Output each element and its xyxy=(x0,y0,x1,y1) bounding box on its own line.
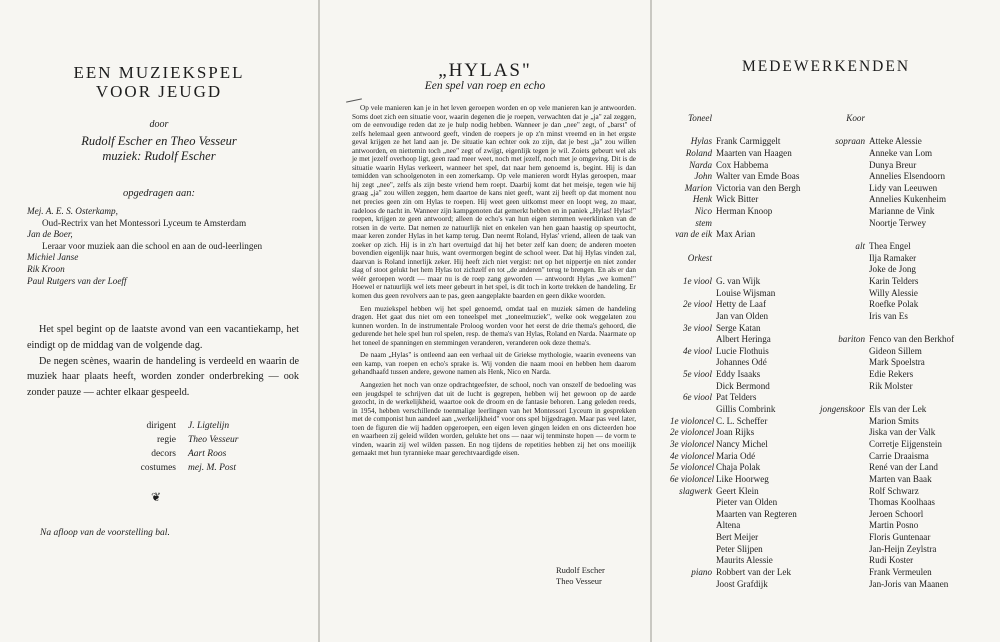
cast-name: Noortje Terwey xyxy=(869,217,927,228)
credit-role: decors xyxy=(151,449,176,459)
cast-row xyxy=(814,509,954,521)
cast-role xyxy=(814,276,869,288)
cast-row xyxy=(670,532,800,544)
cast-row xyxy=(814,125,954,137)
cast-row xyxy=(814,241,954,253)
cast-row xyxy=(670,346,800,358)
dedicatee-name: Jan de Boer, xyxy=(27,229,73,240)
cast-role: 3e violoncel xyxy=(670,438,715,449)
cast-role xyxy=(670,334,716,346)
cast-role xyxy=(814,381,869,393)
cast-row xyxy=(814,311,954,323)
cast-name: Pieter van Olden xyxy=(716,497,778,508)
cast-role: 5e violoncel xyxy=(670,462,715,473)
cast-role xyxy=(814,416,869,428)
cast-name: Ilja Ramaker xyxy=(869,252,917,263)
cast-role xyxy=(814,346,869,358)
cast-name: Max Arian xyxy=(716,229,756,240)
cast-role: 1e viool xyxy=(682,275,712,286)
cast-row xyxy=(670,334,800,346)
cast-role xyxy=(814,218,869,230)
cast-row xyxy=(670,416,800,428)
credit-name: Theo Vesseur xyxy=(188,435,239,445)
cast-row xyxy=(814,451,954,463)
cast-name: C. L. Scheffer xyxy=(716,415,768,426)
cast-name: Jeroen Schoorl xyxy=(869,508,924,519)
music-credit: muziek: Rudolf Escher xyxy=(102,149,216,163)
cast-row xyxy=(814,567,954,579)
cast-row xyxy=(814,381,954,393)
cast-row xyxy=(670,171,800,183)
cast-row xyxy=(670,427,800,439)
cast-name: Marion Smits xyxy=(869,415,919,426)
cast-row xyxy=(670,555,800,567)
cast-name: Frank Carmiggelt xyxy=(716,136,781,147)
cast-name: Roefke Polak xyxy=(869,299,919,310)
cast-role xyxy=(814,474,869,486)
cast-role xyxy=(814,451,869,463)
cast-row xyxy=(670,323,800,335)
cast-name: Hetty de Laaf xyxy=(716,299,766,310)
cast-role: 4e viool xyxy=(682,345,712,356)
program-page-right xyxy=(652,0,1000,642)
cast-row xyxy=(814,323,954,335)
cast-row xyxy=(670,299,800,311)
cast-row xyxy=(670,462,800,474)
cast-row xyxy=(670,253,800,265)
cast-name: Marianne de Vink xyxy=(869,206,935,217)
cast-row xyxy=(814,229,954,241)
cast-role: jongenskoor xyxy=(820,404,865,415)
cast-row xyxy=(814,439,954,451)
cast-name: Willy Alessie xyxy=(869,287,918,298)
cast-name: Wick Bitter xyxy=(716,194,759,205)
credit-row xyxy=(106,447,238,461)
credit-role: dirigent xyxy=(146,421,176,431)
cast-role xyxy=(670,311,716,323)
cast-row xyxy=(670,544,800,556)
authors-block xyxy=(0,134,318,164)
cast-row xyxy=(670,311,800,323)
cast-name: Albert Heringa xyxy=(716,334,771,345)
dedicatee-description: Oud-Rectrix van het Montessori Lyceum te Amsterdam xyxy=(42,217,247,228)
credits-list xyxy=(106,419,238,475)
cast-role xyxy=(814,229,869,241)
cast-name: Fenco van den Berkhof xyxy=(869,334,955,345)
cast-row xyxy=(670,509,800,521)
cast-name: Carrie Draaisma xyxy=(869,450,929,461)
authors: Rudolf Escher en Theo Vesseur xyxy=(81,134,237,148)
cast-name: Iris van Es xyxy=(869,310,908,321)
cast-row xyxy=(814,148,954,160)
intro-paragraph: De negen scènes, waarin de handeling is verdeeld en waarin de muziek haar plaats heeft, worden zonder onderbreking — ook zonder pauze — achter elkaar gespeeld. xyxy=(27,355,299,399)
cast-name: Frank Vermeulen xyxy=(869,566,932,577)
cast-name: Nancy Michel xyxy=(716,438,768,449)
cast-role: alt xyxy=(855,241,865,252)
cast-row xyxy=(814,171,954,183)
cast-role xyxy=(814,311,869,323)
dedicatee-name: Paul Rutgers van der Loeff xyxy=(27,275,127,286)
dedication-heading: opgedragen aan: xyxy=(122,188,196,199)
cast-row xyxy=(670,160,800,172)
cast-role: John xyxy=(694,171,712,182)
cast-name: G. van Wijk xyxy=(716,275,761,286)
dedicatee-name: Michiel Janse xyxy=(27,252,79,263)
dedicatee-description: Leraar voor muziek aan die school en aan de oud-leerlingen xyxy=(42,240,263,251)
cast-name: Robbert van der Lek xyxy=(716,566,791,577)
cast-name: Marten van Baak xyxy=(869,473,932,484)
cast-row xyxy=(670,276,800,288)
dedicatee-name: Rik Kroon xyxy=(27,263,65,274)
article-paragraph: De naam „Hylas" is ontleend aan een verhaal uit de Griekse mythologie, waarin eveneens van een kamp, van roepen en echo's sprake is. Wij vonden die naam mooi en hebben hem daarom gehandhaafd tussen andere, gewone namen als Henk, Nico en Narda. xyxy=(352,351,636,377)
cast-row xyxy=(814,579,954,591)
cast-role xyxy=(814,148,869,160)
cast-role xyxy=(814,206,869,218)
article-body xyxy=(352,104,636,462)
cast-row xyxy=(814,357,954,369)
cast-role: Toneel xyxy=(688,113,712,123)
cast-row xyxy=(670,136,800,148)
signature xyxy=(556,565,605,587)
cast-role: 4e violoncel xyxy=(670,450,715,461)
cast-name: Annelies Kukenheim xyxy=(869,194,947,205)
cast-role xyxy=(814,462,869,474)
cast-role xyxy=(670,555,716,567)
cast-role: slagwerk xyxy=(679,485,712,496)
cast-role: bariton xyxy=(838,334,865,345)
credit-row xyxy=(106,461,238,475)
credit-row xyxy=(106,433,238,447)
cast-row xyxy=(670,183,800,195)
cast-row xyxy=(670,148,800,160)
cast-role xyxy=(670,520,716,532)
cast-row xyxy=(670,579,800,591)
cast-role xyxy=(814,264,869,276)
cast-role: 2e viool xyxy=(682,299,712,310)
cast-row xyxy=(670,486,800,498)
cast-row xyxy=(814,136,954,148)
cast-row xyxy=(814,194,954,206)
cast-role: Marion xyxy=(684,182,712,193)
cast-name: Dunya Breur xyxy=(869,159,917,170)
cast-role: Orkest xyxy=(687,252,712,263)
cast-row xyxy=(814,486,954,498)
cast-row xyxy=(670,229,800,241)
cast-role xyxy=(670,532,716,544)
article-paragraph: Aangezien het noch van onze opdrachtgeefster, de school, noch van onszelf de bedoeling was een jeugdspel te schrijven dat uit de lucht is gegrepen, hebben wij het gewoon op de aarde gezocht, in de werkelijkheid, waartoe ook de droom en de fantasie behoren. Lang geleden reeds, in 1954, hebben verschillende toenmalige leerlingen van het Montessori Lyceum in gesprekken met de componist hun aandeel aan „werkelijkheid" voor ons spel bijgedragen. Maar pas veel later, toen de figuren die wij hadden opgeroepen, een eigen leven gingen leiden en ons dicteerden hoe en waarheen zij geleid wilden worden, gelukte het ons — naar wij tenminste hopen — de vorm te vinden, waarin zij wel wilden passen. En nog tijdens de repetities hebben zij het ons moeilijk gemaakt met hun tyrannieke maar gerechtvaardigde eisen. xyxy=(352,380,636,458)
cast-role xyxy=(814,567,869,579)
after-note: Na afloop van de voorstelling bal. xyxy=(40,528,170,538)
cast-role: Koor xyxy=(846,113,865,123)
cast-row xyxy=(670,451,800,463)
cast-row xyxy=(670,218,800,230)
cast-role xyxy=(670,509,716,521)
cast-name: Lidy van Leeuwen xyxy=(869,182,938,193)
cast-name: Joost Grafdijk xyxy=(716,578,768,589)
cast-row xyxy=(814,218,954,230)
cast-name: Rolf Schwarz xyxy=(869,485,919,496)
page-title: MEDEWERKENDEN xyxy=(741,58,911,75)
cast-name: Geert Klein xyxy=(716,485,759,496)
cast-row xyxy=(814,416,954,428)
intro-paragraph: Het spel begint op de laatste avond van een vacantiekamp, het eindigt op de middag van de volgende dag. xyxy=(27,324,299,351)
cast-name: Jiska van der Valk xyxy=(869,427,936,438)
credit-name: mej. M. Post xyxy=(188,463,237,473)
cast-row xyxy=(670,567,800,579)
cast-name: Els van der Lek xyxy=(869,404,927,415)
cast-role xyxy=(814,555,869,567)
dedicatee-name: Mej. A. E. S. Osterkamp, xyxy=(27,206,118,216)
cast-name: Peter Slijpen xyxy=(716,543,763,554)
cast-role: 1e violoncel xyxy=(670,415,715,426)
cast-role xyxy=(814,299,869,311)
article-paragraph: Op vele manieren kan je in het leven geroepen worden en op vele manieren kan je antwoorden. Soms doet zich een situatie voor, waarin degenen die je roepen, verwachten dat je „ja" zal zeggen, om de eenvoudige reden dat ze je hulp nodig hebben. Wanneer je dan „nee" zegt, of „barst" of zelfs helemaal geen antwoord geeft, vinden de roepers je op z'n minst vreemd en in het ergste geval krijgen ze het land aan je. De situatie kan echter ook zo zijn, dat je best „ja" zou willen antwoorden, en niettemin toch „nee" zegt of zwijgt, eigenlijk tegen je wil. Zoiets gebeurt wel als je met jezelf overhoop ligt, geen raad meer weet, noch met jezelf, noch met je omgeving. Dit is de situatie waarin Hylas verkeert, wanneer het spel, dat naar hem genoemd is, begint. Hij is dan temidden van schoolgenoten in een zomerkamp. Op vele manieren wordt Hylas geroepen, maar hij zegt „nee", zelfs als zijn beste vriend hem roept. Daarbij komt dat het meisje, tegen wie hij graag „ja" zou willen zeggen, hem daartoe de kans niet geeft, want zij heeft op dat moment nou net precies geen zin om Hylas te roepen. Hij weet geen uitkomst meer en loopt weg, zo maar, radeloos de nacht in. Wanneer zijn kampgenoten dat gemerkt hebben en in paniek „Hylas! Hylas!" roepen, krijgen ze geen antwoord; alleen de echo's van hun eigen stemmen weerklinken van de rotsen in de verte. Dat nemen ze natuurlijk niet en enkelen van hen gaan haastig op speurtocht, maar keren zonder Hylas in het kamp terug. Dan neemt Roland, Hylas' vriend, alleen de taak van zoeker op zich. Hij is in z'n hart overtuigd dat hij het beter zelf kan doen; de anderen moeten bovendien eigenlijk naar huis, want overmorgen begint de school weer. Dat hij Hylas vinden zal, daarvan is Roland innerlijk zeker. Hij heeft zich niet vergist: net op het nippertje en niet zonder slag of stoot gelukt het hem Hylas tot zichzelf en tot „de anderen" terug te brengen. En als er dan wéér geroepen wordt — maar nu is de roep zang geworden — antwoordt Hylas „we komen!" Hoewel er natuurlijk wel iets meer gebeurt in het spel, is dit toch in korte trekken de handeling. Er komen dus geen revolvers aan te pas, geen aangeplakte baarden en geen dikke woorden. xyxy=(352,104,636,301)
cast-name: Thea Engel xyxy=(869,241,911,252)
cast-role xyxy=(814,520,869,532)
cast-role xyxy=(814,323,869,335)
cast-name: Atteke Alessie xyxy=(869,136,922,147)
page-title-line-1: EEN MUZIEKSPEL xyxy=(73,63,245,82)
cast-name: Serge Katan xyxy=(716,322,761,333)
cast-name: Walter van Emde Boas xyxy=(716,171,800,182)
credit-name: J. Ligtelijn xyxy=(188,421,230,431)
page-title: „HYLAS" xyxy=(438,60,532,81)
cast-name: Corretje Eijgenstein xyxy=(869,438,942,449)
cast-role xyxy=(670,264,716,276)
cast-name: René van der Land xyxy=(869,462,938,473)
cast-row xyxy=(670,357,800,369)
cast-name: Maria Odé xyxy=(716,450,756,461)
cast-row xyxy=(814,532,954,544)
cast-row xyxy=(814,544,954,556)
cast-row xyxy=(814,160,954,172)
byline-door: door xyxy=(149,119,169,130)
cast-name: Lucie Flothuis xyxy=(716,345,769,356)
cast-role: Henk xyxy=(692,194,712,205)
cast-name: Dick Bermond xyxy=(716,380,770,391)
cast-name: Rik Molster xyxy=(869,380,913,391)
cast-role xyxy=(814,125,869,137)
cast-role: 6e viool xyxy=(682,392,712,403)
cast-role xyxy=(670,497,716,509)
cast-name: Altena xyxy=(716,520,741,531)
cast-name: Like Hoorweg xyxy=(716,473,769,484)
page-subtitle: Een spel van roep en echo xyxy=(424,80,546,92)
page-title-line-2: VOOR JEUGD xyxy=(95,82,223,101)
cast-row xyxy=(814,206,954,218)
cast-row xyxy=(814,346,954,358)
program-page-middle xyxy=(320,0,650,642)
cast-name: Johannes Odé xyxy=(716,357,767,368)
intro-text xyxy=(27,322,299,401)
cast-row xyxy=(814,555,954,567)
cast-name: Jan-Heijn Zeylstra xyxy=(869,543,937,554)
cast-row xyxy=(814,299,954,311)
cast-column-koor xyxy=(814,113,954,590)
cast-row xyxy=(670,369,800,381)
cast-role: Hylas xyxy=(690,136,712,147)
cast-name: Gillis Combrink xyxy=(716,404,776,415)
cast-row xyxy=(814,474,954,486)
signature-line: Theo Vesseur xyxy=(556,576,602,586)
cast-role xyxy=(670,544,716,556)
cast-name: Herman Knoop xyxy=(716,206,773,217)
cast-name: Jan van Olden xyxy=(716,310,769,321)
cast-role xyxy=(814,160,869,172)
cast-role xyxy=(670,357,716,369)
cast-role xyxy=(814,357,869,369)
cast-name: Karin Telders xyxy=(869,275,919,286)
cast-role xyxy=(814,439,869,451)
cast-role xyxy=(814,486,869,498)
cast-row xyxy=(814,392,954,404)
cast-role xyxy=(814,253,869,265)
cast-role xyxy=(814,579,869,591)
credit-role: regie xyxy=(157,435,176,445)
pencil-mark xyxy=(346,98,362,102)
cast-role xyxy=(814,369,869,381)
program-page-left xyxy=(0,0,318,642)
fleuron-ornament-icon: ❦ xyxy=(151,490,162,504)
cast-name: Anneke van Lom xyxy=(869,147,933,158)
cast-name: Maurits Alessie xyxy=(716,555,773,566)
cast-role: 6e violoncel xyxy=(670,473,715,484)
cast-row xyxy=(814,334,954,346)
cast-row xyxy=(814,264,954,276)
cast-name: Annelies Elsendoorn xyxy=(869,171,946,182)
cast-role xyxy=(670,241,716,253)
cast-role xyxy=(670,404,716,416)
cast-name: Eddy Isaaks xyxy=(716,369,761,380)
cast-row xyxy=(814,276,954,288)
cast-role: 3e viool xyxy=(682,322,712,333)
cast-role xyxy=(814,288,869,300)
cast-row xyxy=(814,404,954,416)
cast-row xyxy=(814,520,954,532)
cast-row xyxy=(814,427,954,439)
cast-name: Floris Guntenaar xyxy=(869,532,931,543)
cast-row xyxy=(670,520,800,532)
cast-role: 5e viool xyxy=(682,369,712,380)
cast-row xyxy=(670,497,800,509)
cast-role xyxy=(670,381,716,393)
cast-name: Jan-Joris van Maanen xyxy=(869,578,949,589)
cast-name: Joke de Jong xyxy=(869,264,916,275)
cast-name: Chaja Polak xyxy=(716,462,761,473)
cast-name: Cox Habbema xyxy=(716,159,769,170)
cast-row xyxy=(814,113,954,125)
cast-row xyxy=(814,497,954,509)
cast-row xyxy=(670,392,800,404)
cast-row xyxy=(670,439,800,451)
cast-role xyxy=(670,579,716,591)
cast-row xyxy=(670,381,800,393)
cast-row xyxy=(670,474,800,486)
cast-name: Mark Spoelstra xyxy=(869,357,925,368)
cast-role: van de eik xyxy=(675,229,712,240)
cast-role xyxy=(814,497,869,509)
cast-name: Thomas Koolhaas xyxy=(869,497,935,508)
cast-row xyxy=(670,125,800,137)
cast-name: Pat Telders xyxy=(716,392,757,403)
cast-row xyxy=(670,404,800,416)
cast-row xyxy=(814,288,954,300)
cast-row xyxy=(670,264,800,276)
cast-row xyxy=(670,206,800,218)
cast-role xyxy=(814,183,869,195)
cast-role xyxy=(670,125,716,137)
cast-name: Maarten van Haagen xyxy=(716,147,792,158)
cast-name: Maarten van Regteren xyxy=(716,508,797,519)
cast-role xyxy=(814,171,869,183)
cast-role xyxy=(814,427,869,439)
credit-name: Aart Roos xyxy=(188,449,227,459)
credit-role: costumes xyxy=(140,463,176,473)
signature-line: Rudolf Escher xyxy=(556,565,605,575)
cast-name: Martin Posno xyxy=(869,520,919,531)
cast-role: 2e violoncel xyxy=(670,427,715,438)
credit-row xyxy=(106,419,238,433)
cast-role: piano xyxy=(691,566,712,577)
cast-row xyxy=(814,462,954,474)
cast-name: Victoria van den Bergh xyxy=(716,182,801,193)
cast-role: Nico xyxy=(694,206,712,217)
cast-name: Rudi Koster xyxy=(869,555,914,566)
cast-role: stem xyxy=(695,217,712,228)
cast-row xyxy=(670,113,800,125)
cast-role xyxy=(814,392,869,404)
cast-role xyxy=(670,288,716,300)
cast-row xyxy=(814,253,954,265)
cast-role xyxy=(814,544,869,556)
cast-role xyxy=(814,194,869,206)
cast-role: Narda xyxy=(689,159,712,170)
cast-name: Joan Rijks xyxy=(716,427,755,438)
dedicatee-list xyxy=(27,206,297,287)
cast-name: Bert Meijer xyxy=(716,532,759,543)
cast-name: Gideon Sillem xyxy=(869,345,922,356)
cast-row xyxy=(670,194,800,206)
cast-role: Roland xyxy=(685,147,712,158)
cast-role xyxy=(814,532,869,544)
cast-column-toneel-orkest xyxy=(670,113,800,590)
cast-row xyxy=(814,369,954,381)
cast-role: sopraan xyxy=(835,136,865,147)
cast-row xyxy=(670,241,800,253)
cast-name: Edie Rekers xyxy=(869,369,914,380)
cast-role xyxy=(814,509,869,521)
cast-name: Louise Wijsman xyxy=(716,287,776,298)
article-paragraph: Een muziekspel hebben wij het spel genoemd, omdat taal en muziek sámen de handeling dragen. Het gaat dus niet om een toneelspel met „toneelmuziek", welke ook weggelaten zou kunnen worden. In de instrumentale Proloog worden voor het eerst de drie thema's gehoord, die gedurende het hele spel hun rol spelen, resp. de thema's van Hylas, Roland en Narda. Naarmate op het toneel de spanningen en stemmingen veranderen, veranderen ook deze thema's. xyxy=(352,304,636,347)
cast-row xyxy=(670,288,800,300)
cast-row xyxy=(814,183,954,195)
